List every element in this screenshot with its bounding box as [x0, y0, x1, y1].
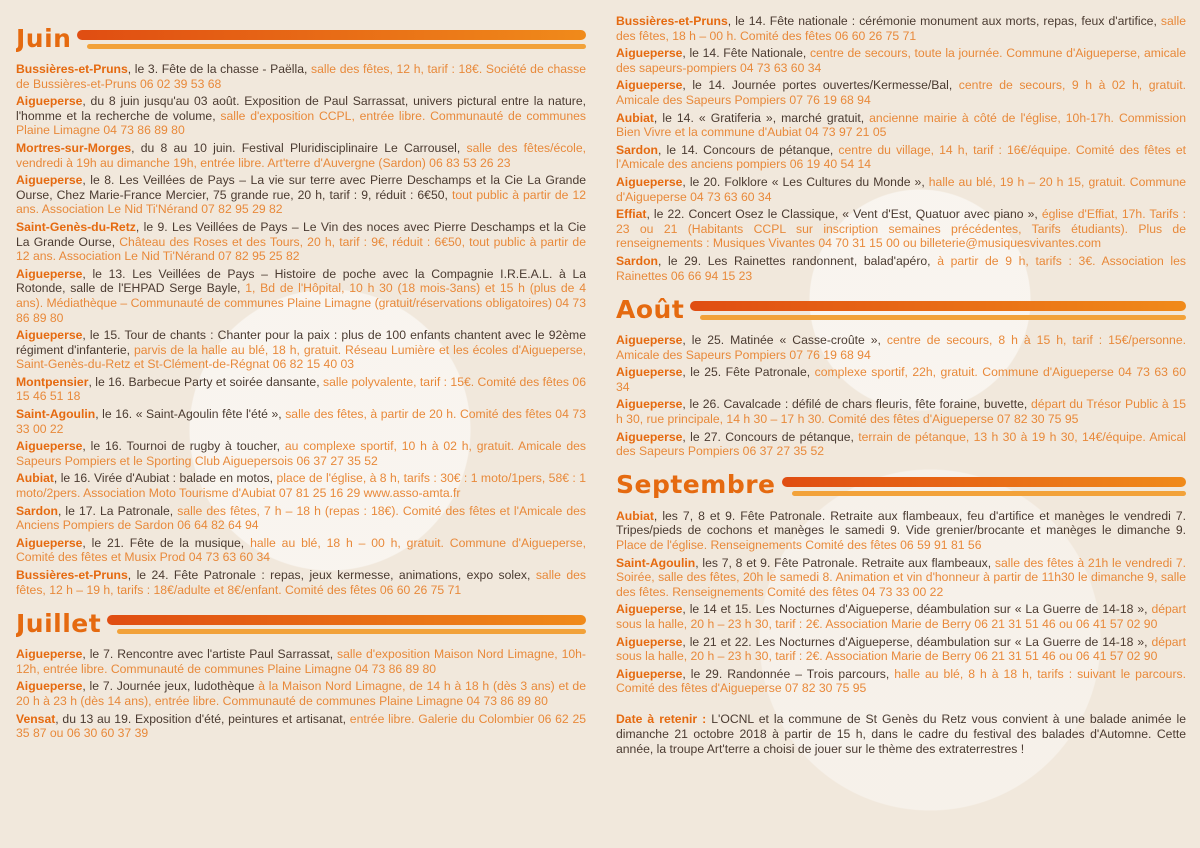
event-details: centre de secours, 8 h à 15 h, tarif : 15€/personne. Amicale des Sapeurs Pompiers 07 76 19 68 94	[616, 333, 1186, 362]
left-column	[16, 0, 586, 848]
event-details: halle au blé, 8 h à 18 h, tarifs : suivant le parcours. Comité des fêtes d'Aigueperse 07 82 30 75 95	[616, 666, 1186, 696]
month-title: Septembre	[616, 470, 776, 500]
event-details: complexe sportif, 22h, gratuit. Commune d'Aigueperse 04 73 63 60 34	[616, 365, 1186, 394]
event-description: , le 24. Fête Patronale : repas, jeux kermesse, animations, expo solex,	[127, 568, 536, 582]
month-header	[16, 18, 586, 58]
month-underline-bar	[782, 477, 1186, 487]
event-details: parvis de la halle au blé, 18 h, gratuit. Réseau Lumière et les écoles d'Aigueperse, Saint-Genès-du-Retz et St-Clément-de-Régnat 06 82 15 40 03	[16, 342, 586, 372]
event-description: , le 14. Journée portes ouvertes/Kermesse/Bal,	[682, 78, 959, 93]
event-place: Saint-Agoulin	[616, 555, 696, 570]
event-entry	[616, 333, 1186, 362]
event-details: terrain de pétanque, 13 h 30 à 19 h 30, 14€/équipe. Amical des Sapeurs Pompiers 06 37 27 35 52	[616, 429, 1186, 459]
event-entry	[616, 397, 1186, 426]
month-underline-bar-thin	[87, 44, 586, 49]
event-description: , le 20. Folklore « Les Cultures du Monde »,	[682, 174, 929, 189]
event-description: , le 14. Concours de pétanque,	[657, 142, 839, 157]
event-place: Montpensier	[16, 374, 89, 389]
event-details: centre de secours, 9 h à 02 h, gratuit. Amicale des Sapeurs Pompiers 07 76 19 68 94	[616, 78, 1186, 107]
event-place: Aigueperse	[616, 333, 683, 348]
event-place: Aigueperse	[16, 94, 83, 109]
event-entry	[16, 141, 586, 170]
event-details: salle des fêtes, 12 h, tarif : 18€. Société de chasse de Bussières-et-Pruns 06 02 39 53 68	[16, 62, 586, 91]
event-place: Mortres-sur-Morges	[16, 140, 132, 155]
month-header	[16, 603, 586, 643]
event-description: , le 16. Barbecue Party et soirée dansante,	[88, 374, 323, 389]
event-description: , le 14. Fête nationale : cérémonie monument aux morts, repas, feux d'artifice,	[727, 14, 1161, 28]
event-details: salle des fêtes à 21h le vendredi 7. Soirée, salle des fêtes, 20h le samedi 8. Animation et vin d'honneur à partir de 11h30 le dimanche 9, salle des fêtes. Renseignements Comité des fêtes 04 73 33 00 22	[616, 555, 1186, 599]
event-details: salle des fêtes/école, vendredi à 19h au dimanche 19h, entrée libre. Art'terre d'Auvergne (Sardon) 06 83 53 26 23	[16, 140, 586, 170]
event-entry	[16, 328, 586, 372]
month-underline-bar	[690, 301, 1186, 311]
event-entry	[16, 220, 586, 264]
event-details: salle d'exposition Maison Nord Limagne, 10h-12h, entrée libre. Communauté de communes Plaine Limagne 04 73 86 89 80	[16, 647, 586, 676]
month-underline-bar-thin	[700, 315, 1186, 320]
event-description: , le 29. Randonnée – Trois parcours,	[682, 666, 895, 681]
event-place: Aigueperse	[616, 429, 683, 444]
event-place: Bussières-et-Pruns	[16, 568, 128, 582]
event-details: salle des fêtes, à partir de 20 h. Comité des fêtes 04 73 33 00 22	[16, 407, 586, 436]
month-title: Juillet	[16, 608, 102, 638]
event-entry	[16, 173, 586, 217]
event-place: Aigueperse	[616, 666, 683, 681]
event-description: , le 21 et 22. Les Nocturnes d'Aigueperse, déambulation sur « La Guerre de 14-18 »,	[682, 634, 1152, 649]
month-underline-bar-thin	[792, 491, 1186, 496]
event-place: Sardon	[16, 503, 58, 518]
event-entry	[16, 712, 586, 741]
event-description: , le 25. Fête Patronale,	[682, 365, 815, 380]
event-details: salle des fêtes, 7 h – 18 h (repas : 18€). Comité des fêtes et l'Amicale des Anciens Pompiers de Sardon 06 64 82 64 94	[16, 503, 586, 533]
event-description: , le 7. Rencontre avec l'artiste Paul Sarrassat,	[82, 647, 338, 662]
event-description: , le 13. Les Veillées de Pays – Histoire de poche avec la Compagnie I.R.E.A.L. à La Rotonde, salle de l'EHPAD Serge Bayle,	[16, 266, 586, 296]
event-description: , le 29. Les Rainettes randonnent, balad'apéro,	[657, 253, 938, 268]
note-label: Date à retenir :	[616, 711, 712, 726]
event-details: salle polyvalente, tarif : 15€. Comité des fêtes 06 15 46 51 18	[16, 374, 586, 404]
event-place: Aubiat	[616, 110, 654, 125]
event-description: , les 7, 8 et 9. Fête Patronale. Retraite aux flambeaux, feu d'artifice et manèges le vendredi 7. Tripes/pieds de cochons et manèges le samedi 9. Vide grenier/brocante et manèges le dimanche 9.	[616, 508, 1186, 538]
event-entry	[16, 536, 586, 565]
event-entry	[16, 679, 586, 708]
event-description: , du 8 juin jusqu'au 03 août. Exposition de Paul Sarrassat, univers pictural entre la nature, l'homme et la recherche de volume,	[16, 94, 586, 123]
event-description: , le 7. Journée jeux, ludothèque	[82, 679, 259, 694]
month-underline-bar-thin	[117, 629, 586, 634]
event-list	[16, 647, 586, 741]
event-entry	[16, 647, 586, 676]
event-details: tout public à partir de 12 ans. Association Le Nid Ti'Nérand 07 82 95 29 82	[16, 187, 586, 217]
event-place: Aigueperse	[16, 679, 83, 694]
event-list	[16, 62, 586, 597]
event-place: Aigueperse	[16, 535, 83, 550]
event-description: , le 14 et 15. Les Nocturnes d'Aigueperse, déambulation sur « La Guerre de 14-18 »,	[682, 602, 1152, 617]
event-entry	[616, 111, 1186, 140]
event-description: , le 16. Tournoi de rugby à toucher,	[82, 439, 285, 454]
event-details: départ du Trésor Public à 15 h 30, rue principale, 14 h 30 – 17 h 30. Comité des fêtes d'Aigueperse 07 82 30 75 95	[616, 397, 1186, 427]
event-details: Château des Roses et des Tours, 20 h, tarif : 9€, réduit : 6€50, tout public à partir de 12 ans. Association Le Nid Ti'Nérand 07 82 95 25 82	[16, 234, 586, 264]
event-entry	[16, 267, 586, 325]
event-entry	[16, 504, 586, 533]
event-list	[616, 14, 1186, 283]
event-entry	[616, 14, 1186, 43]
event-details: salle des fêtes, 18 h – 00 h. Comité des fêtes 06 60 26 75 71	[616, 14, 1186, 43]
event-entry	[616, 635, 1186, 664]
event-entry	[16, 375, 586, 404]
event-description: , le 15. Tour de chants : Chanter pour la paix : plus de 100 enfants chantent avec le 92ème régiment d'infanterie,	[16, 328, 586, 357]
event-description: , le 9. Les Veillées de Pays – Le Vin des noces avec Pierre Deschamps et la Cie La Grande Ourse,	[16, 219, 586, 249]
event-description: , le 17. La Patronale,	[57, 503, 178, 518]
event-entry	[616, 602, 1186, 631]
event-place: Aigueperse	[16, 647, 83, 662]
event-entry	[616, 175, 1186, 204]
event-place: Effiat	[616, 207, 647, 222]
event-entry	[16, 439, 586, 468]
event-details: centre de secours, toute la journée. Commune d'Aigueperse, amicale des sapeurs-pompiers 04 73 63 60 34	[616, 46, 1186, 75]
event-details: à la Maison Nord Limagne, de 14 h à 18 h (dès 3 ans) et de 20 h à 23 h (dès 14 ans), entrée libre. Communauté de communes Plaine Limagne 04 73 86 89 80	[16, 679, 586, 708]
event-place: Bussières-et-Pruns	[616, 14, 728, 28]
right-column	[616, 0, 1186, 848]
event-list	[616, 333, 1186, 459]
event-description: , les 7, 8 et 9. Fête Patronale. Retraite aux flambeaux,	[695, 555, 995, 570]
event-place: Sardon	[616, 253, 658, 268]
event-entry	[616, 46, 1186, 75]
event-place: Aigueperse	[616, 634, 683, 649]
event-place: Aigueperse	[616, 602, 683, 617]
event-details: halle au blé, 18 h – 00 h, gratuit. Commune d'Aigueperse, Comité des fêtes et Musix Prod 04 73 63 60 34	[16, 535, 586, 565]
event-entry	[16, 94, 586, 138]
event-description: , le 21. Fête de la musique,	[82, 535, 251, 550]
event-place: Aigueperse	[16, 439, 83, 454]
event-details: départ sous la halle, 20 h – 23 h 30, tarif : 2€. Association Marie de Berry 06 21 31 51 46 ou 06 41 57 02 90	[616, 634, 1186, 664]
event-entry	[16, 62, 586, 91]
event-description: , le 14. « Gratiferia », marché gratuit,	[653, 110, 870, 125]
event-details: 1, Bd de l'Hôpital, 10 h 30 (18 mois-3ans) et 15 h (plus de 4 ans). Médiathèque – Communauté de communes Plaine Limagne (gratuit/réservations obligatoires) 04 73 86 89 80	[16, 281, 586, 325]
event-place: Saint-Genès-du-Retz	[16, 219, 136, 234]
event-place: Aigueperse	[16, 328, 83, 343]
event-entry	[16, 568, 586, 597]
month-title: Août	[616, 294, 685, 324]
event-place: Sardon	[616, 142, 658, 157]
event-place: Aubiat	[16, 471, 54, 486]
event-entry	[16, 407, 586, 436]
event-details: départ sous la halle, 20 h – 23 h 30, tarif : 2€. Association Marie de Berry 06 21 31 51 46 ou 06 41 57 02 90	[616, 602, 1186, 631]
event-description: , du 13 au 19. Exposition d'été, peintures et artisanat,	[55, 711, 350, 726]
event-details: salle d'exposition CCPL, entrée libre. Communauté de communes Plaine Limagne 04 73 86 89 80	[16, 108, 586, 138]
event-description: , le 16. Virée d'Aubiat : balade en motos,	[53, 471, 277, 486]
event-description: , le 26. Cavalcade : défilé de chars fleuris, fête foraine, buvette,	[682, 397, 1032, 412]
event-details: halle au blé, 19 h – 20 h 15, gratuit. Commune d'Aigueperse 04 73 63 60 34	[616, 174, 1186, 204]
event-description: , le 22. Concert Osez le Classique, « Vent d'Est, Quatuor avec piano »,	[646, 207, 1042, 222]
event-description: , le 16. « Saint-Agoulin fête l'été »,	[95, 407, 286, 422]
month-underline-bar	[107, 615, 586, 625]
event-place: Bussières-et-Pruns	[16, 62, 128, 76]
event-place: Aigueperse	[16, 173, 83, 188]
event-details: à partir de 9 h, tarifs : 3€. Association les Rainettes 06 66 94 15 23	[616, 253, 1186, 283]
month-header	[616, 465, 1186, 505]
event-entry	[616, 509, 1186, 553]
event-description: , le 14. Fête Nationale,	[682, 46, 810, 61]
event-place: Aigueperse	[616, 365, 683, 380]
event-details: place de l'église, à 8 h, tarifs : 30€ : 1 moto/1pers, 58€ : 1 moto/2pers. Association Moto Tourisme d'Aubiat 07 81 25 16 29 www.asso-amta.fr	[16, 471, 586, 501]
event-details: salle des fêtes, 12 h – 19 h, tarifs : 18€/adulte et 8€/enfant. Comité des fêtes 06 60 26 75 71	[16, 568, 586, 597]
event-details: au complexe sportif, 10 h à 02 h, gratuit. Amicale des Sapeurs Pompiers et le Sporting Club Aiguepersois 06 37 27 35 52	[16, 439, 586, 468]
event-entry	[616, 143, 1186, 172]
event-description: , du 8 au 10 juin. Festival Pluridisciplinaire Le Carrousel,	[131, 140, 467, 155]
event-place: Saint-Agoulin	[16, 407, 96, 422]
event-details: Place de l'église. Renseignements Comité des fêtes 06 59 91 81 56	[616, 538, 982, 553]
event-entry	[616, 365, 1186, 394]
event-place: Aigueperse	[616, 397, 683, 412]
event-entry	[16, 471, 586, 500]
event-entry	[616, 254, 1186, 283]
event-entry	[616, 78, 1186, 107]
event-place: Aigueperse	[16, 266, 83, 281]
event-description: , le 27. Concours de pétanque,	[682, 429, 859, 444]
date-to-remember-note	[616, 712, 1186, 757]
event-description: , le 8. Les Veillées de Pays – La vie sur terre avec Pierre Deschamps et la Cie La Grande Ourse, Chez Marie-France Mercier, 75 grande rue, 20 h, tarif : 9, réduit : 6€50,	[16, 173, 586, 202]
event-details: entrée libre. Galerie du Colombier 06 62 25 35 87 ou 06 30 60 37 39	[16, 711, 586, 741]
event-details: église d'Effiat, 17h. Tarifs : 23 ou 21 (Habitants CCPL sur inscription semaines précédentes, Tarifs étudiants). Plus de renseignements : Musiques Vivantes 04 70 31 15 00 ou billeterie@musiquesvivantes.com	[616, 207, 1186, 251]
event-description: , le 25. Matinée « Casse-croûte »,	[682, 333, 887, 348]
event-entry	[616, 667, 1186, 696]
month-title: Juin	[16, 23, 72, 53]
event-place: Aubiat	[616, 508, 654, 523]
month-underline-bar	[77, 30, 586, 40]
event-list	[616, 509, 1186, 696]
event-place: Aigueperse	[616, 174, 683, 189]
event-description: , le 3. Fête de la chasse - Paëlla,	[127, 62, 312, 76]
event-place: Vensat	[16, 711, 56, 726]
event-place: Aigueperse	[616, 46, 683, 61]
event-details: ancienne mairie à côté de l'église, 10h-17h. Commission Bien Vivre et la commune d'Aubiat 04 73 97 21 05	[616, 110, 1186, 140]
event-entry	[616, 207, 1186, 251]
event-entry	[616, 556, 1186, 600]
month-header	[616, 289, 1186, 329]
event-entry	[616, 430, 1186, 459]
event-place: Aigueperse	[616, 78, 683, 93]
event-details: centre du village, 14 h, tarif : 16€/équipe. Comité des fêtes et l'Amicale des anciens pompiers 06 19 40 54 14	[616, 142, 1186, 172]
note-text: L'OCNL et la commune de St Genès du Retz vous convient à une balade animée le dimanche 21 octobre 2018 à partir de 15 h, dans le cadre du festival des balades d'Automne. Cette année, la troupe Art'terre a choisi de jouer sur le thème des extraterrestres !	[616, 711, 1186, 756]
